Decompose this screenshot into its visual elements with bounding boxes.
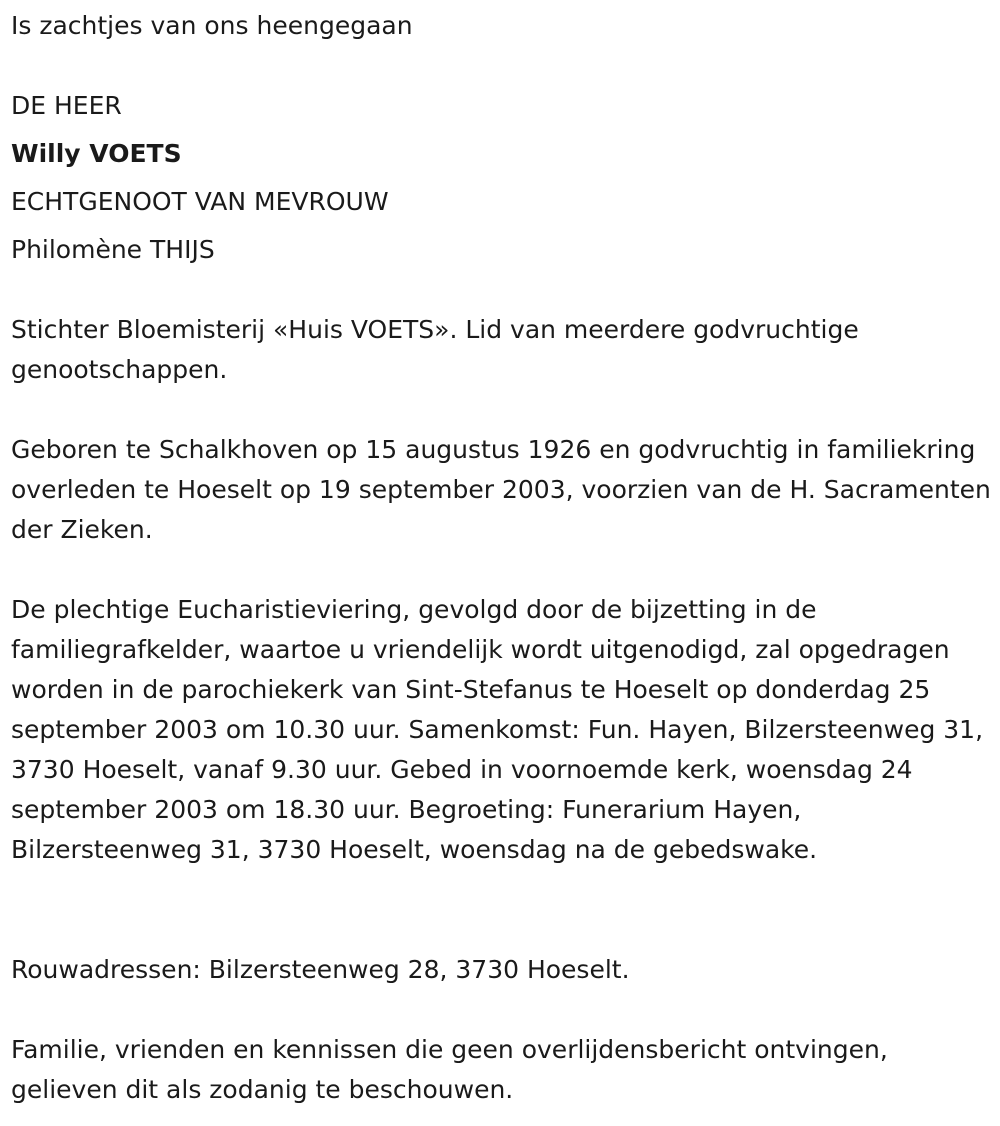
spouse-name: Philomène THIJS bbox=[11, 235, 215, 264]
ceremony-paragraph: De plechtige Eucharistieviering, gevolgd door de bijzetting in de familiegrafkelder, waartoe u vriendelijk wordt uitgenodigd, zal opgedragen worden in de parochiekerk van Sint-Stefanus te Hoeselt op donderdag 25 september 2003 om 10.30 uur. Samenkomst: Fun. Hayen, Bilzersteenweg 31, 3730 Hoeselt, vanaf 9.30 uur. Gebed in voornoemde kerk, woensdag 24 september 2003 om 18.30 uur. Begroeting: Funerarium Hayen, Bilzersteenweg 31, 3730 Hoeselt, woensdag na de gebedswake. bbox=[11, 595, 984, 864]
birth-death-paragraph: Geboren te Schalkhoven op 15 augustus 1926 en godvruchtig in familiekring overleden te Hoeselt op 19 september 2003, voorzien van de H. Sacramenten der Zieken. bbox=[11, 435, 991, 544]
deceased-name: Willy VOETS bbox=[11, 139, 182, 168]
salutation: DE HEER bbox=[11, 91, 122, 120]
family-note-paragraph: Familie, vrienden en kennissen die geen overlijdensbericht ontvingen, gelieven dit als zodanig te beschouwen. bbox=[11, 1035, 888, 1104]
condolence-address-paragraph: Rouwadressen: Bilzersteenweg 28, 3730 Hoeselt. bbox=[11, 955, 630, 984]
spouse-title: ECHTGENOOT VAN MEVROUW bbox=[11, 187, 389, 216]
founder-paragraph: Stichter Bloemisterij «Huis VOETS». Lid van meerdere godvruchtige genootschappen. bbox=[11, 315, 859, 384]
intro-text: Is zachtjes van ons heengegaan bbox=[11, 11, 413, 40]
